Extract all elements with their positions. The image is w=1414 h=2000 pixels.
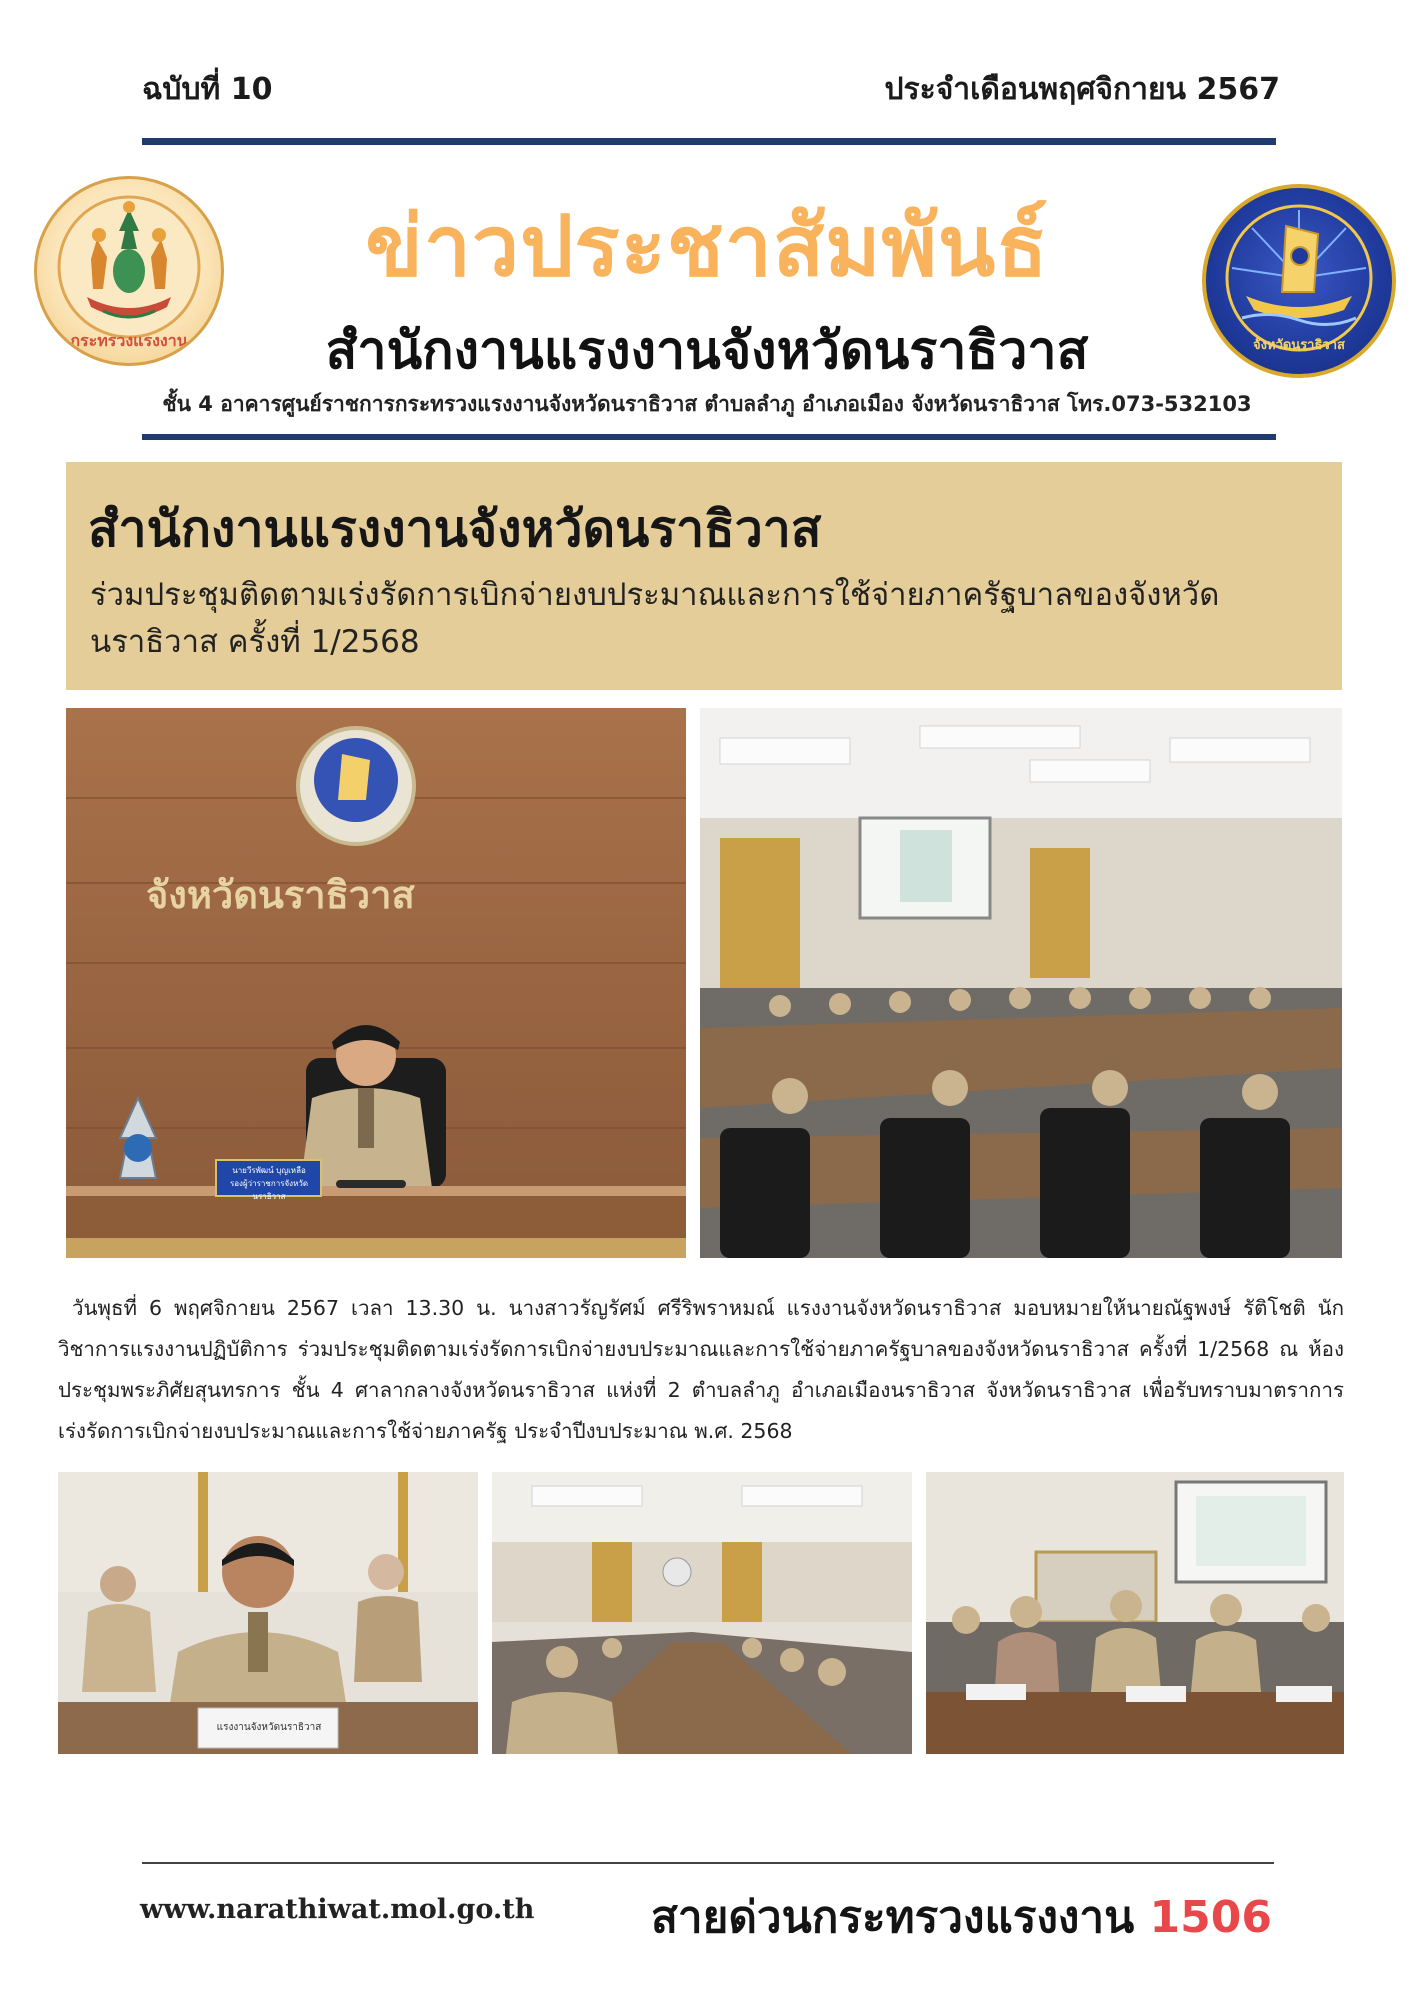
- nameplate-title: รองผู้ว่าราชการจังหวัดนราธิวาส: [229, 1179, 309, 1201]
- photo-meeting-participants: [926, 1472, 1344, 1754]
- photo-meeting-participants-scene: [926, 1472, 1344, 1754]
- nameplate: [220, 1164, 318, 1203]
- hotline-label: สายด่วนกระทรวงแรงงาน: [651, 1892, 1135, 1943]
- photo-meeting-room-scene: [700, 708, 1342, 1258]
- nameplate-name: นายวีรพัฒน์ บุญเหลือ: [232, 1166, 306, 1175]
- photo-meeting-overview: [492, 1472, 912, 1754]
- photo-meeting-room: [700, 708, 1342, 1258]
- left-seal-text: กระทรวงแรงงาน: [70, 331, 188, 350]
- office-address: ชั้น 4 อาคารศูนย์ราชการกระทรวงแรงงานจังหวัดนราธิวาส ตำบลลำภู อำเภอเมือง จังหวัดนราธิวาส โทร.073-532103: [162, 392, 1252, 416]
- top-divider: [142, 138, 1276, 145]
- desk-sign: แรงงานจังหวัดนราธิวาส: [216, 1722, 322, 1733]
- photo-official-at-desk: [66, 708, 686, 1258]
- issue-month: ประจำเดือนพฤศจิกายน 2567: [884, 72, 1280, 107]
- article-body: วันพุธที่ 6 พฤศจิกายน 2567 เวลา 13.30 น. นางสาวรัญรัศม์ ศรีริพราหมณ์ แรงงานจังหวัดนราธิวาส มอบหมายให้นายณัฐพงษ์ รัติโชติ นักวิชาการแรงงานปฏิบัติการ ร่วมประชุมติดตามเร่งรัดการเบิกจ่ายงบประมาณและการใช้จ่ายภาครัฐบาลของจังหวัดนราธิวาส ครั้งที่ 1/2568 ณ ห้องประชุมพระภิศัยสุนทรการ ชั้น 4 ศาลากลางจังหวัดนราธิวาส แห่งที่ 2 ตำบลลำภู อำเภอเมืองนราธิวาส จังหวัดนราธิวาส เพื่อรับทราบมาตราการเร่งรัดการเบิกจ่ายงบประมาณและการใช้จ่ายภาครัฐ ประจำปีงบประมาณ พ.ศ. 2568: [58, 1296, 1344, 1443]
- newsletter-title: ข่าวประชาสัมพันธ์: [365, 197, 1049, 295]
- office-name: สำนักงานแรงงานจังหวัดนราธิวาส: [325, 321, 1089, 381]
- photo-officer-writing-scene: [58, 1472, 478, 1754]
- issue-number: ฉบับที่ 10: [142, 72, 273, 107]
- hotline-number[interactable]: 1506: [1149, 1892, 1272, 1943]
- header-divider: [142, 434, 1276, 440]
- website-url[interactable]: www.narathiwat.mol.go.th: [140, 1894, 535, 1925]
- photo-officer-writing: [58, 1472, 478, 1754]
- labour-hotline: [651, 1882, 1272, 1952]
- headline-title: สำนักงานแรงงานจังหวัดนราธิวาส: [88, 500, 822, 558]
- wall-sign-text: จังหวัดนราธิวาส: [146, 872, 415, 917]
- photo-official-scene: [66, 708, 686, 1258]
- footer-divider: [142, 1862, 1274, 1864]
- headline-subtitle: ร่วมประชุมติดตามเร่งรัดการเบิกจ่ายงบประมาณและการใช้จ่ายภาครัฐบาลของจังหวัดนราธิวาส ครั้งที่ 1/2568: [90, 577, 1220, 660]
- photo-meeting-overview-scene: [492, 1472, 912, 1754]
- right-seal-text: จังหวัดนราธิวาส: [1253, 338, 1345, 353]
